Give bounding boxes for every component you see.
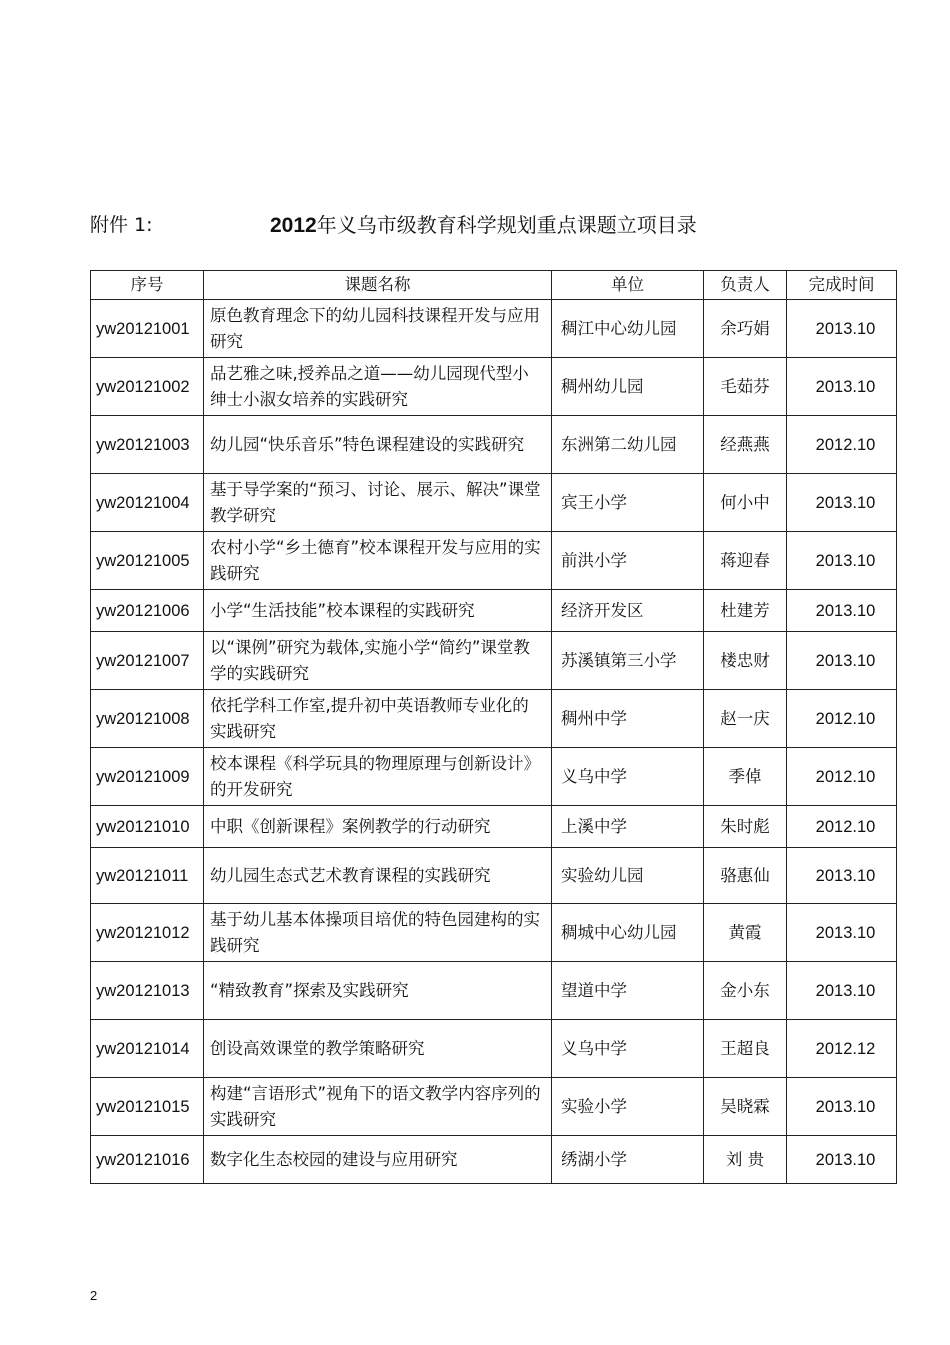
row-id: yw20121014 <box>91 1020 204 1078</box>
row-person: 骆惠仙 <box>704 848 787 904</box>
row-person: 王超良 <box>704 1020 787 1078</box>
row-unit: 义乌中学 <box>552 1020 704 1078</box>
row-id: yw20121008 <box>91 690 204 748</box>
page-number: 2 <box>90 1288 98 1303</box>
row-id: yw20121011 <box>91 848 204 904</box>
row-topic: 品艺雅之味,授养品之道——幼儿园现代型小绅士小淑女培养的实践研究 <box>204 358 552 416</box>
row-id: yw20121003 <box>91 416 204 474</box>
document-title <box>270 209 697 238</box>
row-unit: 望道中学 <box>552 962 704 1020</box>
row-person: 吴晓霖 <box>704 1078 787 1136</box>
row-date: 2012.10 <box>787 806 897 848</box>
row-id: yw20121015 <box>91 1078 204 1136</box>
table-row <box>91 300 897 358</box>
row-date: 2013.10 <box>787 300 897 358</box>
header-topic: 课题名称 <box>204 271 552 300</box>
table-row <box>91 1136 897 1184</box>
row-date: 2013.10 <box>787 848 897 904</box>
row-date: 2013.10 <box>787 904 897 962</box>
row-unit: 东洲第二幼儿园 <box>552 416 704 474</box>
row-person: 何小中 <box>704 474 787 532</box>
row-unit: 稠州幼儿园 <box>552 358 704 416</box>
table-row <box>91 474 897 532</box>
row-person: 经燕燕 <box>704 416 787 474</box>
title-text: 年义乌市级教育科学规划重点课题立项目录 <box>316 213 697 237</box>
row-id: yw20121001 <box>91 300 204 358</box>
row-id: yw20121010 <box>91 806 204 848</box>
table-row <box>91 590 897 632</box>
row-date: 2013.10 <box>787 532 897 590</box>
attachment-label: 附件 1: <box>90 214 153 236</box>
row-id: yw20121016 <box>91 1136 204 1184</box>
row-topic: 基于导学案的“预习、讨论、展示、解决”课堂教学研究 <box>204 474 552 532</box>
row-topic: 小学“生活技能”校本课程的实践研究 <box>204 590 552 632</box>
table-row <box>91 962 897 1020</box>
row-topic: 幼儿园生态式艺术教育课程的实践研究 <box>204 848 552 904</box>
header-date: 完成时间 <box>787 271 897 300</box>
row-unit: 稠州中学 <box>552 690 704 748</box>
row-id: yw20121002 <box>91 358 204 416</box>
row-person: 蒋迎春 <box>704 532 787 590</box>
row-date: 2012.10 <box>787 416 897 474</box>
row-topic: 数字化生态校园的建设与应用研究 <box>204 1136 552 1184</box>
row-topic: 原色教育理念下的幼儿园科技课程开发与应用研究 <box>204 300 552 358</box>
table-row <box>91 748 897 806</box>
row-unit: 义乌中学 <box>552 748 704 806</box>
table-row <box>91 358 897 416</box>
table-row <box>91 690 897 748</box>
row-id: yw20121005 <box>91 532 204 590</box>
row-person: 毛茹芬 <box>704 358 787 416</box>
row-date: 2013.10 <box>787 962 897 1020</box>
row-date: 2012.10 <box>787 690 897 748</box>
row-date: 2012.10 <box>787 748 897 806</box>
row-unit: 前洪小学 <box>552 532 704 590</box>
row-person: 余巧娟 <box>704 300 787 358</box>
table-row <box>91 848 897 904</box>
project-table <box>90 270 897 1184</box>
table-row <box>91 806 897 848</box>
row-id: yw20121007 <box>91 632 204 690</box>
row-topic: 创设高效课堂的教学策略研究 <box>204 1020 552 1078</box>
table-row <box>91 1078 897 1136</box>
row-unit: 绣湖小学 <box>552 1136 704 1184</box>
row-person: 黄霞 <box>704 904 787 962</box>
row-topic: 农村小学“乡土德育”校本课程开发与应用的实践研究 <box>204 532 552 590</box>
row-id: yw20121012 <box>91 904 204 962</box>
row-date: 2012.12 <box>787 1020 897 1078</box>
table-header-row <box>91 271 897 300</box>
row-person: 金小东 <box>704 962 787 1020</box>
row-topic: 幼儿园“快乐音乐”特色课程建设的实践研究 <box>204 416 552 474</box>
table-row <box>91 904 897 962</box>
row-date: 2013.10 <box>787 474 897 532</box>
row-unit: 实验小学 <box>552 1078 704 1136</box>
document-heading <box>90 210 895 242</box>
row-date: 2013.10 <box>787 632 897 690</box>
table-row <box>91 1020 897 1078</box>
row-person: 季倬 <box>704 748 787 806</box>
row-topic: 基于幼儿基本体操项目培优的特色园建构的实践研究 <box>204 904 552 962</box>
row-person: 杜建芳 <box>704 590 787 632</box>
row-person: 赵一庆 <box>704 690 787 748</box>
table-row <box>91 632 897 690</box>
row-unit: 实验幼儿园 <box>552 848 704 904</box>
title-year: 2012 <box>270 214 317 237</box>
row-unit: 经济开发区 <box>552 590 704 632</box>
row-topic: 构建“言语形式”视角下的语文教学内容序列的实践研究 <box>204 1078 552 1136</box>
header-person: 负责人 <box>704 271 787 300</box>
row-person: 朱时彪 <box>704 806 787 848</box>
row-person: 刘 贵 <box>704 1136 787 1184</box>
row-date: 2013.10 <box>787 358 897 416</box>
row-person: 楼忠财 <box>704 632 787 690</box>
row-unit: 稠城中心幼儿园 <box>552 904 704 962</box>
row-date: 2013.10 <box>787 590 897 632</box>
table-row <box>91 532 897 590</box>
row-topic: 以“课例”研究为载体,实施小学“简约”课堂教学的实践研究 <box>204 632 552 690</box>
table-row <box>91 416 897 474</box>
row-topic: 依托学科工作室,提升初中英语教师专业化的实践研究 <box>204 690 552 748</box>
row-id: yw20121004 <box>91 474 204 532</box>
row-unit: 苏溪镇第三小学 <box>552 632 704 690</box>
row-unit: 宾王小学 <box>552 474 704 532</box>
row-date: 2013.10 <box>787 1136 897 1184</box>
header-unit: 单位 <box>552 271 704 300</box>
row-topic: “精致教育”探索及实践研究 <box>204 962 552 1020</box>
row-id: yw20121013 <box>91 962 204 1020</box>
row-date: 2013.10 <box>787 1078 897 1136</box>
row-id: yw20121009 <box>91 748 204 806</box>
row-unit: 上溪中学 <box>552 806 704 848</box>
row-unit: 稠江中心幼儿园 <box>552 300 704 358</box>
header-seq: 序号 <box>91 271 204 300</box>
row-topic: 校本课程《科学玩具的物理原理与创新设计》的开发研究 <box>204 748 552 806</box>
row-id: yw20121006 <box>91 590 204 632</box>
row-topic: 中职《创新课程》案例教学的行动研究 <box>204 806 552 848</box>
